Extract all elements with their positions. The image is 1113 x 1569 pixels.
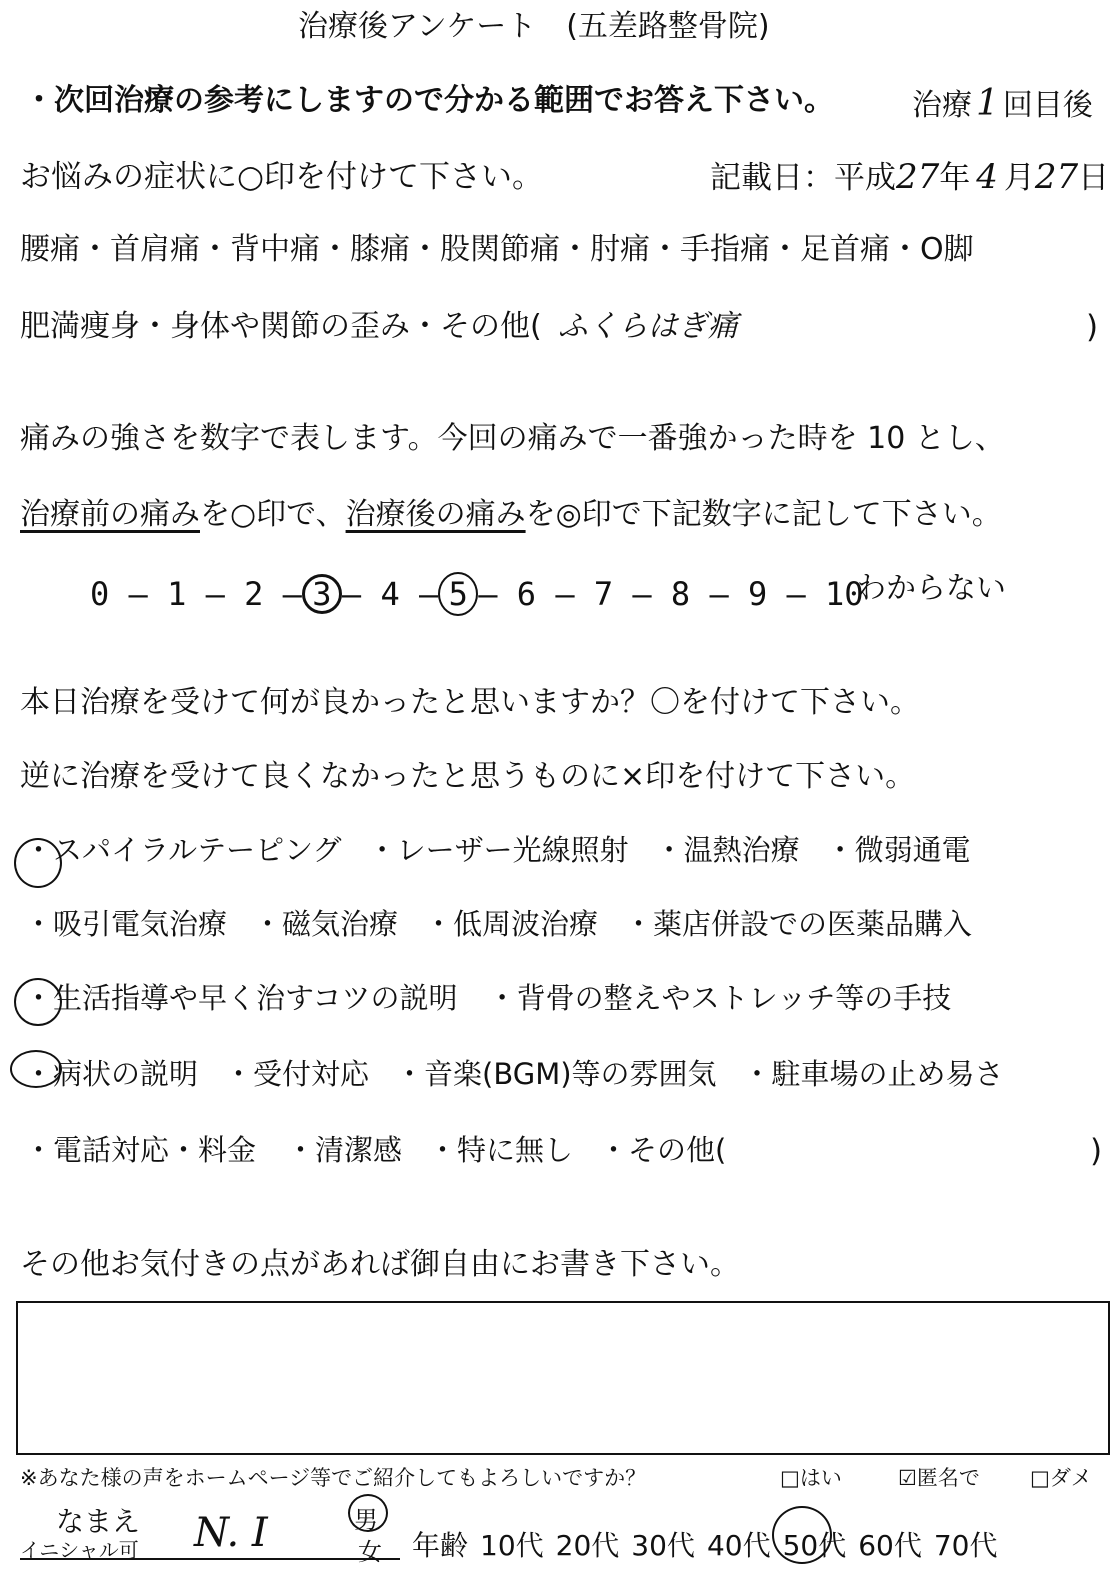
scale-0: 0 [90, 575, 110, 613]
treatment-suffix: 回目後 [1002, 88, 1093, 123]
name-value[interactable]: N. I [194, 1510, 268, 1556]
option-low-frequency: ・低周波治療 [424, 907, 599, 941]
option-laser: ・レーザー光線照射 [367, 833, 629, 867]
option-parking: ・駐車場の止め易さ [742, 1057, 1004, 1091]
age-60s[interactable]: 60代 [858, 1529, 922, 1562]
scale-5-circled [438, 572, 478, 616]
scale-dash: — [478, 575, 517, 613]
bad-instruction: 逆に治療を受けて良くなかったと思うものに×印を付けて下さい。 [20, 759, 916, 794]
consent-yes[interactable]: □はい [780, 1466, 842, 1490]
gender-male[interactable]: 男 [354, 1506, 378, 1534]
selected-circle-mark [14, 978, 62, 1026]
option-row-5 [24, 1133, 727, 1167]
date-field [710, 157, 1110, 197]
year-unit: 年 [939, 160, 971, 196]
option-row-3 [24, 981, 952, 1015]
symptom-list-1: 腰痛・首肩痛・背中痛・膝痛・股関節痛・肘痛・手指痛・足首痛・O脚 [20, 232, 974, 267]
scale-dash: — [186, 575, 245, 613]
consent-no[interactable]: □ダメ [1030, 1466, 1092, 1490]
scale-10: 10 [825, 575, 864, 613]
option-atmosphere: ・音楽(BGM)等の雰囲気 [395, 1057, 717, 1091]
option-reception: ・受付対応 [224, 1057, 370, 1091]
symptom-other-close: ) [1086, 309, 1099, 345]
age-50s[interactable]: 50代 [782, 1529, 847, 1562]
comments-text [18, 1303, 1108, 1319]
pain-before-label: 治療前の痛み [20, 497, 200, 532]
option-cleanliness: ・清潔感 [286, 1133, 403, 1167]
pain-after-label: 治療後の痛み [345, 497, 526, 532]
pain-instruction-1: 痛みの強さを数字で表します。今回の痛みで一番強かった時を 10 とし、 [20, 421, 1005, 456]
option-heat: ・温熱治療 [654, 833, 800, 867]
date-label: 記載日：平成 [710, 160, 896, 196]
age-30s[interactable]: 30代 [631, 1529, 695, 1562]
treatment-count-value: 1 [976, 83, 999, 124]
age-70s[interactable]: 70代 [933, 1529, 998, 1562]
scale-dash: — [109, 575, 168, 613]
symptom-list-2-text: 肥満痩身・身体や関節の歪み・その他( [20, 309, 542, 344]
intro-instruction: ・次回治療の参考にしますので分かる範囲でお答え下さい。 [24, 83, 834, 118]
consent-anonymous[interactable]: ☑匿名で [898, 1466, 980, 1490]
treatment-prefix: 治療 [912, 88, 972, 123]
scale-dash: — [399, 575, 439, 613]
month-unit: 月 [1003, 160, 1035, 196]
option-row-4 [24, 1057, 1004, 1091]
selected-circle-mark [772, 1506, 832, 1564]
selected-circle-mark [348, 1494, 388, 1532]
symptom-other-value: ふくらはぎ痛 [557, 309, 738, 344]
date-year: 27 [896, 157, 940, 197]
option-spine-stretch: ・背骨の整えやストレッチ等の手技 [487, 981, 952, 1015]
consent-question: ※あなた様の声をホームページ等でご紹介してもよろしいですか？ [20, 1466, 647, 1490]
option-other-close: ) [1090, 1133, 1103, 1169]
selected-circle-mark [14, 838, 62, 888]
scale-dash: — [767, 575, 826, 613]
scale-dash: — [536, 575, 594, 613]
scale-4: 4 [380, 575, 400, 613]
scale-1: 1 [167, 575, 187, 613]
scale-5: 5 [448, 575, 468, 613]
initial-label: イニシャル可 [20, 1538, 139, 1562]
scale-3-double-circled [302, 574, 342, 614]
scale-dash: — [263, 575, 302, 613]
option-other: ・その他( [599, 1133, 727, 1167]
scale-6: 6 [516, 575, 537, 613]
scale-9: 9 [747, 575, 768, 613]
scale-2: 2 [244, 575, 264, 613]
good-instruction: 本日治療を受けて何が良かったと思いますか？〇を付けて下さい。 [20, 685, 920, 720]
comments-box[interactable] [16, 1301, 1110, 1455]
option-life-guidance: ・生活指導や早く治すコツの説明 [24, 981, 458, 1015]
symptom-instruction: お悩みの症状に○印を付けて下さい。 [20, 159, 544, 195]
option-none: ・特に無し [428, 1133, 574, 1167]
scale-8: 8 [670, 575, 691, 613]
treatment-count-label [912, 83, 1093, 124]
pain-before-rest: を○印で、 [200, 497, 346, 532]
scale-dash: — [341, 575, 381, 613]
age-label: 年齢 [412, 1529, 469, 1562]
option-condition-explanation: ・病状の説明 [24, 1057, 199, 1091]
option-row-2 [24, 907, 973, 941]
scale-dash: — [613, 575, 671, 613]
date-day: 27 [1034, 157, 1079, 197]
scale-dash: — [690, 575, 748, 613]
pain-scale [90, 572, 864, 616]
day-unit: 日 [1078, 160, 1110, 196]
age-20s[interactable]: 20代 [555, 1529, 620, 1562]
symptom-list-2 [20, 309, 738, 344]
comments-label: その他お気付きの点があれば御自由にお書き下さい。 [20, 1247, 740, 1282]
option-micro-current: ・微弱通電 [825, 833, 971, 867]
option-magnetic: ・磁気治療 [253, 907, 399, 941]
page-title: 治療後アンケート (五差路整骨院) [298, 9, 770, 44]
age-40s[interactable]: 40代 [706, 1529, 771, 1562]
name-underline [20, 1558, 400, 1560]
pain-after-rest: を◎印で下記数字に記して下さい。 [525, 497, 1002, 532]
scale-7: 7 [593, 575, 614, 613]
scale-3: 3 [312, 575, 332, 613]
option-phone-fee: ・電話対応・料金 [24, 1133, 257, 1167]
option-row-1 [24, 833, 971, 867]
age-row [412, 1524, 998, 1564]
age-10s[interactable]: 10代 [480, 1529, 544, 1562]
date-month: 4 [976, 157, 998, 197]
scale-unknown: わからない [856, 571, 1006, 606]
option-pharmacy: ・薬店併設での医薬品購入 [624, 907, 973, 941]
pain-instruction-2 [20, 497, 1002, 532]
name-label: なまえ [56, 1505, 141, 1538]
option-spiral-taping: ・スパイラルテーピング [24, 833, 342, 867]
option-suction: ・吸引電気治療 [24, 907, 228, 941]
selected-circle-mark [10, 1050, 62, 1088]
gender-female[interactable]: 女 [358, 1538, 382, 1566]
